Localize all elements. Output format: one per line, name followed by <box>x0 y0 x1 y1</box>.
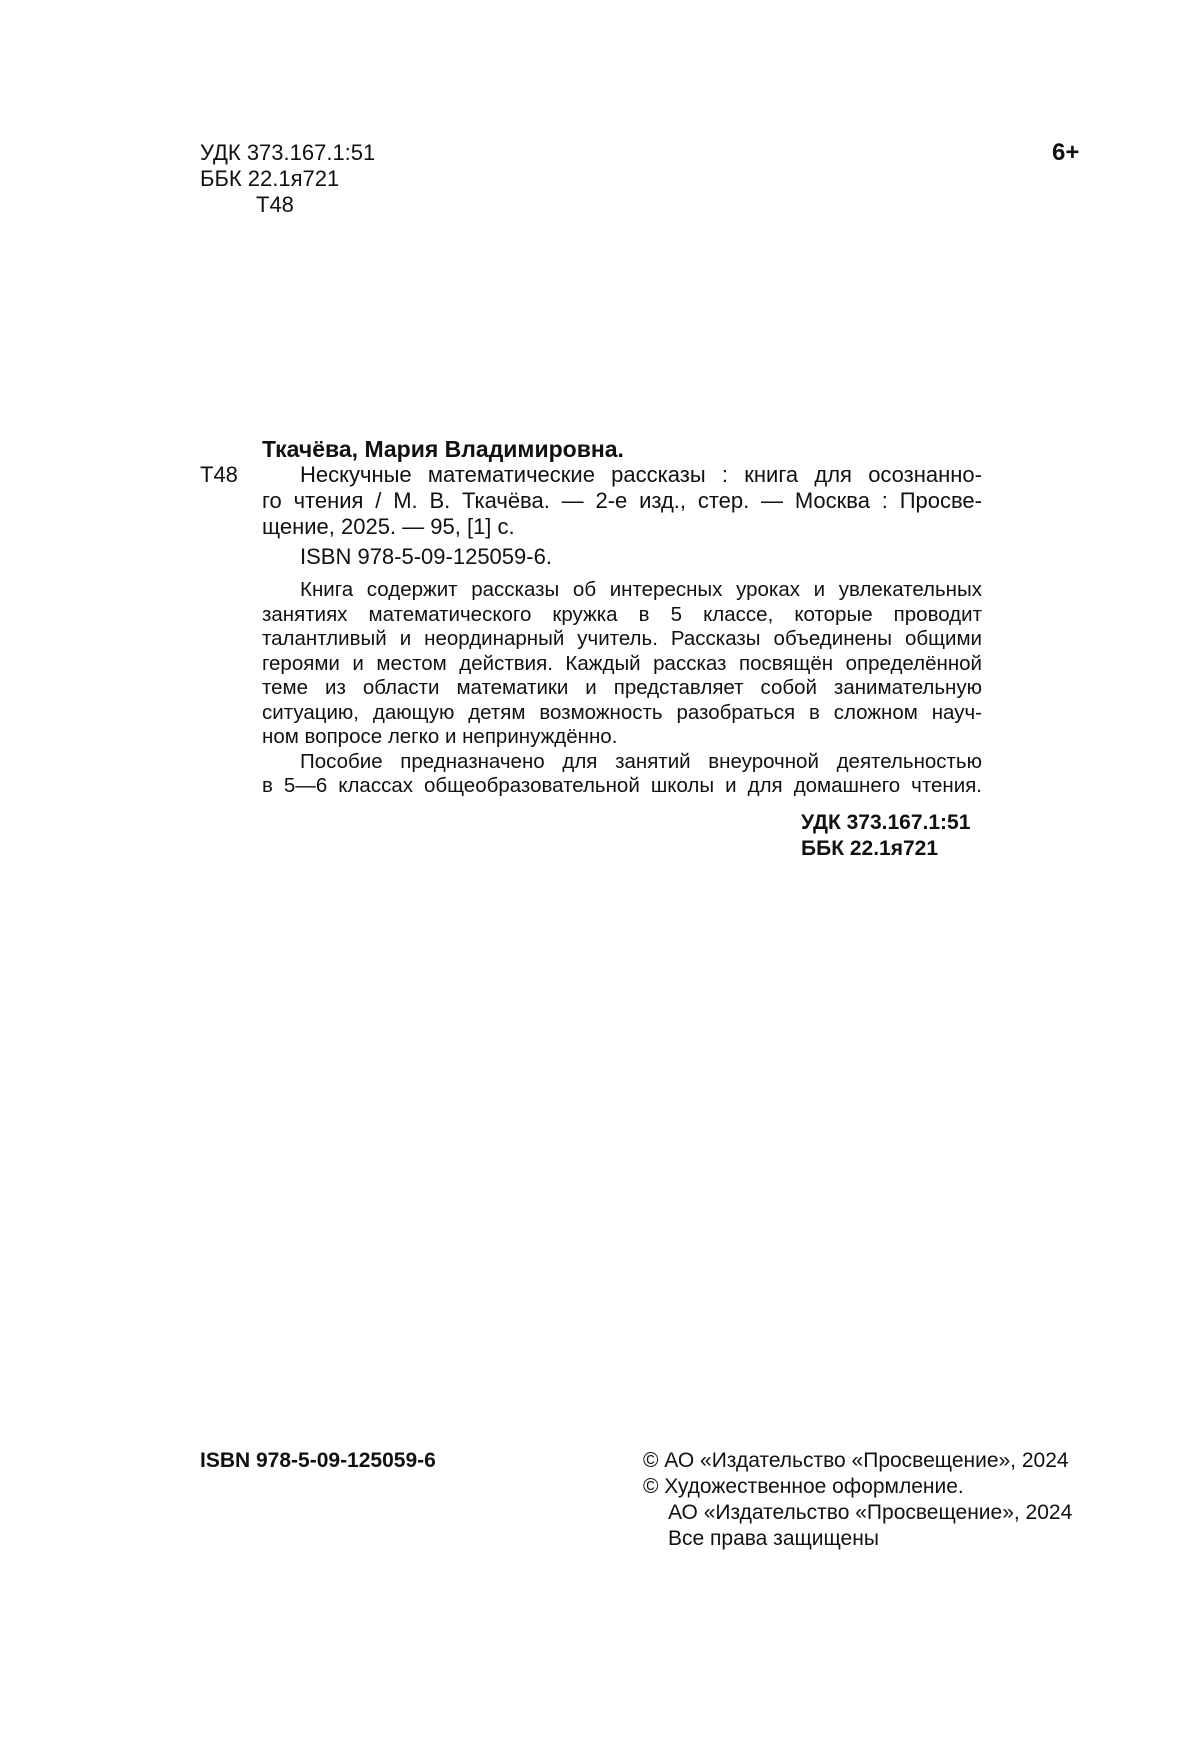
catalog-author-mark: Т48 <box>200 462 238 487</box>
copyright-line: Все права защищены <box>668 1527 879 1550</box>
isbn-line: ISBN 978-5-09-125059-6. <box>300 544 552 569</box>
annotation-line: Пособие предназначено для занятий внеурочной деятельностью <box>300 749 982 773</box>
classification-header <box>200 140 375 218</box>
annotation-line: теме из области математики и представляет собой занимательную <box>262 676 982 699</box>
annotation-line: ном вопросе легко и непринуждённо. <box>262 725 618 748</box>
author-mark: Т48 <box>256 192 294 217</box>
annotation-line: ситуацию, дающую детям возможность разобраться в сложном науч- <box>262 700 982 724</box>
title-line-1: Нескучные математические рассказы : книга для осознанно- <box>300 462 982 487</box>
isbn-footer: ISBN 978-5-09-125059-6 <box>200 1449 436 1472</box>
bibliographic-record <box>262 436 982 570</box>
classification-footer <box>801 810 970 862</box>
bbk-code: ББК 22.1я721 <box>200 166 340 191</box>
author-name: Ткачёва, Мария Владимировна. <box>262 436 624 462</box>
annotation-line: в 5—6 классах общеобразовательной школы и для домашнего чтения. <box>262 774 982 797</box>
udk-code: УДК 373.167.1:51 <box>200 140 376 165</box>
copyright-line: АО «Издательство «Просвещение», 2024 <box>668 1501 1073 1524</box>
annotation-line: Книга содержит рассказы об интересных уроках и увлекательных <box>300 578 982 601</box>
copyright-line: © Художественное оформление. <box>643 1475 964 1498</box>
title-line-2: го чтения / М. В. Ткачёва. — 2-е изд., стер. — Москва : Просве- <box>262 488 982 513</box>
annotation-line: занятиях математического кружка в 5 классе, которые проводит <box>262 602 982 626</box>
udk-code-bottom: УДК 373.167.1:51 <box>801 811 971 834</box>
annotation-line: талантливый и неординарный учитель. Рассказы объединены общими <box>262 627 982 650</box>
copyright-block <box>643 1448 1072 1552</box>
bbk-code-bottom: ББК 22.1я721 <box>801 837 939 860</box>
title-line-3: щение, 2025. — 95, [1] с. <box>262 514 515 539</box>
age-rating: 6+ <box>1052 139 1080 166</box>
annotation <box>262 578 982 799</box>
annotation-line: героями и местом действия. Каждый рассказ посвящён определённой <box>262 651 982 675</box>
copyright-line: © АО «Издательство «Просвещение», 2024 <box>643 1449 1069 1472</box>
